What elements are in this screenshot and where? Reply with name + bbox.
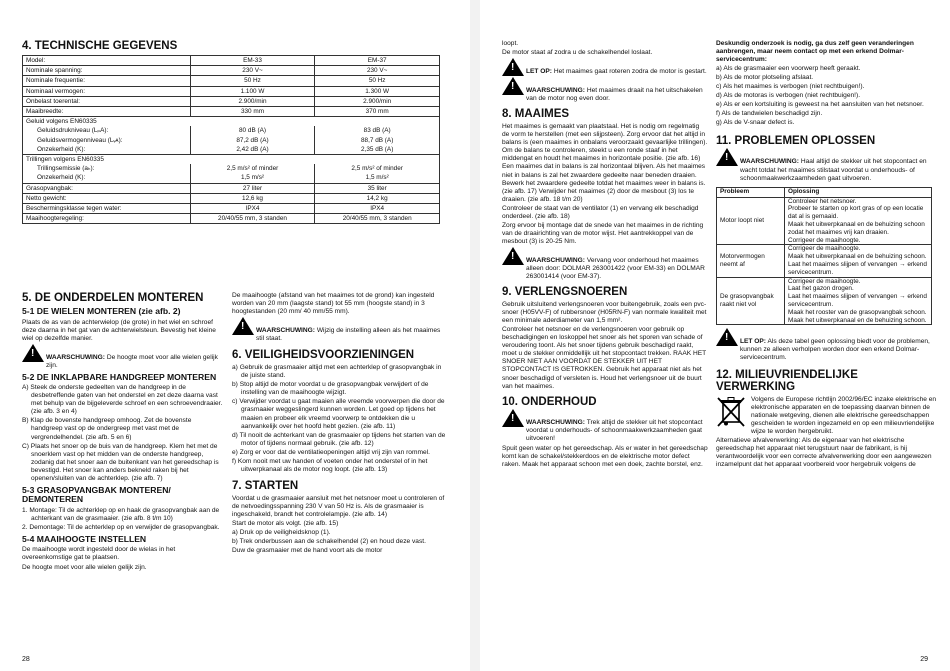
warning-text: Vervang voor onderhoud het maaimes alleen door: DOLMAR 263001422 (voor EM-33) en DOLMAR 263001414 (voor EM-37). [526,256,705,281]
spec-value: 2,42 dB (A) [190,145,315,155]
solution-line: Controleer het netsnoer. [788,197,857,205]
spec-table [22,55,440,224]
solution-cell [785,277,932,325]
spec-value: IPX4 [190,204,315,214]
problem-header: Probleem [717,187,785,197]
spec-value: 2,5 m/s² of minder [190,164,315,173]
warning-icon: ! [502,77,524,95]
list-item: d) Til nooit de achterkant van de grasmaaier op tijdens het starten van de motor of tijdens normaal gebruik. (zie afb. 12) [232,431,446,447]
problem-table [716,187,932,326]
right-col1 [502,40,708,470]
section-5-1-title: 5-1 DE WIELEN MONTEREN (zie afb. 2) [22,306,181,316]
left-page [0,0,470,671]
section-9-title: 9. VERLENGSNOEREN [502,286,628,299]
spec-value: 83 dB (A) [315,126,440,135]
spec-value: 14,2 kg [315,193,440,203]
spec-label: Onzekerheid (K): [23,173,191,183]
section-5-4-text: De maaihoogte wordt ingesteld door de wielas in het overeenkomstige gat te plaatsen. [22,546,176,562]
vibration-group-label: Trillingen volgens EN60335 [23,155,440,165]
section-12-text: Volgens de Europese richtlijn 2002/96/EC inzake elektrische en elektronische apparaten en de toepassing daarvan binnen de nationale wetgeving, dienen alle elektrische gereedschappen gescheiden te worden ingezameld en op een milieuvriendelijke wijze te worden hergebruikt. [751,395,937,435]
note-text: Als deze tabel geen oplossing biedt voor de problemen, kunnen ze alleen verholpen worden door een erkend Dolmar-servicecentrum. [740,338,930,362]
spec-value: 20/40/55 mm, 3 standen [190,214,315,224]
section-5-col1 [22,292,224,573]
spec-label: Maaihoogteregeling: [23,214,191,224]
spec-label: Geluidsvermogenniveau (Lᵥᴀ): [23,136,191,145]
problem-cell: Motorvermogen neemt af [717,245,785,277]
spec-label: Onbelast toerental: [23,96,191,106]
solution-line: Corrigeer de maaihoogte. [788,236,861,244]
spec-label: Geluidsdrukniveau (LₚA): [23,126,191,135]
warning-icon: ! [232,317,254,335]
spec-value: 2.900/min [190,96,315,106]
spec-label: Nominale frequentie: [23,76,191,86]
noise-group-label: Geluid volgens EN60335 [23,117,440,127]
crossed-out-bin-icon [716,396,746,428]
warning-icon: ! [716,148,738,166]
section-5-4-text2: De hoogte moet voor alle wielen gelijk zijn. [22,563,147,571]
section-9-text: Gebruik uitsluitend verlengsnoeren voor buitengebruik, zoals een pvc-snoer (H05VV-F) of rubbersnoer (H05RN-F) van normale kwaliteit met een minimale aderdiameter van 1,5 mm². [502,301,707,325]
spec-value: 370 mm [315,107,440,117]
right-col2 [716,40,938,470]
spec-label: Onzekerheid (K): [23,145,191,155]
list-item: a) Gebruik de grasmaaier altijd met een achterklep of grasopvangbak in de juiste stand. [232,364,442,380]
spec-row [23,214,440,224]
section-12-title: 12. MILIEUVRIENDELIJKE VERWERKING [716,368,858,393]
note-let-op [502,60,708,76]
section-11-title: 11. PROBLEMEN OPLOSSEN [716,135,876,148]
list-item: a) Druk op de veiligheidsknop (1). [232,529,331,537]
note-text: Het maaimes gaat roteren zodra de motor is gestart. [553,68,707,76]
problem-cell: Motor loopt niet [717,197,785,245]
section-8-text: Het maaimes is gemaakt van plaatstaal. Het is nodig om regelmatig de vorm te herstellen (met een slijpsteen). Zorg ervoor dat het altijd in balans is (een maaimes in onbalans veroorzaakt gevaarlijke trillingen). Om de balans te controleren, steekt u een ronde staaf in het middengat en houdt het maaimes in horizontale positie. (zie afb. 16) Een maaimes dat in balans is zal horizontaal blijven. Als het maaimes niet in balans is zal het zwaardere gedeelte naar beneden draaien. Bewerk het zwaardere gedeelte totdat het maaimes weer in balans is. (zie afb. 17) Verwijder het maaimes (2) door de mesbout (3) los te draaien. (zie afb. 18 t/m 20) [502,123,708,203]
section-8-title: 8. MAAIMES [502,108,570,121]
spec-row [23,107,440,117]
problem-row [717,245,932,277]
spec-label: Trillingsemissie (aₕ): [23,164,191,173]
list-item: 1. Montage: Til de achterklep op en haak de grasopvangbak aan de achterkant van de grasmaaier. (zie afb. 8 t/m 10) [22,506,220,522]
right-page [480,0,950,671]
warning-blade [502,249,708,281]
spec-row [23,145,440,155]
spec-row [23,126,440,135]
weee-block [716,396,938,437]
solution-header: Oplossing [785,187,932,197]
spec-header-label: Model: [23,56,191,66]
section-10-title: 10. ONDERHOUD [502,395,597,408]
spec-row [23,96,440,106]
warning-text: Trek altijd de stekker uit het stopcontact voordat u onderhouds- of schoonmaakwerkzaamheden gaat uitvoeren! [526,418,703,442]
section-12-text2: Alternatieve afvalverwerking: Als de eigenaar van het elektrische gereedschap het apparaat niet terugstuurt naar de fabrikant, is hij verantwoordelijk voor een correcte afvalverwerking door een aangewezen inzamelpunt dat het apparaat voorbereid voor hergebruik volgens de [716,436,932,468]
warning-text: Het maaimes draait na het uitschakelen van de motor nog even door. [526,87,703,103]
note-problems [716,330,938,362]
spec-row [23,193,440,203]
section-4-title: 4. TECHNISCHE GEGEVENS [22,40,178,52]
list-item: Duw de grasmaaier met de hand voort als de motor [232,547,383,555]
spec-value: 1.100 W [190,86,315,96]
spec-row [23,183,440,193]
warning-label: WAARSCHUWING: [526,87,585,95]
list-item: e) Als er een kortsluiting is geweest na het aansluiten van het netsnoer. [716,101,924,109]
solution-line: Laat het maaimes slijpen of vervangen → erkend servicecentrum. [788,260,927,276]
warning-maaihoogte [232,319,446,343]
spec-header [23,56,440,66]
warning-text: Haal altijd de stekker uit het stopcontact en wacht totdat het maaimes stilstaat voordat u onderhouds- of schoonmaakwerkzaamheden gaat uitvoeren. [740,158,927,182]
section-5-4-title: 5-4 MAAIHOOGTE INSTELLEN [22,533,147,544]
solution-line: Corrigeer de maaihoogte. [788,277,861,285]
section-10-text: Spuit geen water op het gereedschap. Als er water in het gereedschap komt kan de schakel/stekkerdoos en de elektrische motor defect raken. Maak het apparaat schoon met een doek, zachte borstel, enz. [502,444,708,468]
warning-label: WAARSCHUWING: [46,353,105,361]
section-7-text2: Start de motor als volgt. (zie afb. 15) [232,519,339,527]
solution-line: Laat het maaimes slijpen of vervangen → erkend servicecentrum. [788,293,927,308]
warning-label: WAARSCHUWING: [256,327,315,335]
spec-value: 230 V~ [315,66,440,76]
page-number-left: 28 [22,656,30,663]
spec-value: 80 dB (A) [190,126,315,135]
solution-line: Maak het uitwerpkanaal en de behuizing schoon. [788,253,927,261]
warning-label: WAARSCHUWING: [526,418,585,426]
spec-value: 50 Hz [315,76,440,86]
solution-line: Maak het uitwerpkanaal en de behuizing schoon zodat het maaimes vrij kan draaien. [788,221,925,236]
solution-line: Corrigeer de maaihoogte. [788,245,861,253]
warning-icon: ! [716,328,738,346]
section-7-title: 7. STARTEN [232,479,299,492]
continued-text2: De motor staat af zodra u de schakelhendel loslaat. [502,49,653,57]
spec-row [23,164,440,173]
problem-row [717,197,932,245]
warning-icon: ! [502,58,524,76]
section-5-title: 5. DE ONDERDELEN MONTEREN [22,292,204,304]
problem-row [717,277,932,325]
solution-cell [785,197,932,245]
warning-5-1 [22,346,224,370]
section-4 [22,40,442,224]
list-item: b) Stop altijd de motor voordat u de grasopvangbak verwijdert of de instelling van de maaihoogte wijzigt. [232,381,429,397]
spec-header-em37: EM-37 [315,56,440,66]
spec-row [23,86,440,96]
solution-line: Maak het uitwerpkanaal en de behuizing schoon. [788,316,927,324]
note-label: LET OP: [526,68,553,76]
section-9-text2: Controleer het netsnoer en de verlengsnoeren voor gebruik op beschadigingen en loskoppel het snoer als het sporen van schade of veroudering toont. Als het snoer tijdens gebruik beschadigd raakt, moet u de stekker onmiddellijk uit het stopcontact trekken. RAAK HET SNOER NIET AAN VOORDAT DE STEKKER UIT HET STOPCONTACT IS GETROKKEN. Gebruik het apparaat niet als het snoer beschadigd of versleten is. Houd het verlengsnoer uit de buurt van het maaimes. [502,326,707,390]
list-item: d) Als de motoras is verbogen (niet rechtbuigen!). [716,92,861,100]
spec-value: IPX4 [315,204,440,214]
warning-label: WAARSCHUWING: [526,256,585,264]
spec-value: 2,35 dB (A) [315,145,440,155]
list-item: C) Plaats het snoer op de buis van de handgreep. Klem het met de snoerklem vast op het midden van de onderste handgreep, zodanig dat het snoer aan de buitenkant van het gereedschap is bevestigd. Het snoer kan anders bekneld raken bij het openen/sluiten van de achterklep. (zie afb. 7) [22,442,219,482]
spec-value: 12,6 kg [190,193,315,203]
spec-label: Nominaal vermogen: [23,86,191,96]
list-item: f) Als de tandwielen beschadigd zijn. [716,110,823,118]
list-item: b) Trek onderbussen aan de schakelhendel (2) en houd deze vast. [232,538,426,546]
spec-value: 50 Hz [190,76,315,86]
spec-value: 2.900/min [315,96,440,106]
spec-label: Grasopvangbak: [23,183,191,193]
spec-row [23,66,440,76]
list-item: f) Kom nooit met uw handen of voeten onder het onderstel of in het uitwerpkanaal als de motor nog loopt. (zie afb. 13) [232,457,428,473]
list-item: e) Zorg er voor dat de ventilatieopeningen altijd vrij zijn van rommel. [232,448,430,456]
spec-value: 87,2 dB (A) [190,136,315,145]
spec-value: 1,5 m/s² [315,173,440,183]
spec-value: 35 liter [315,183,440,193]
warning-rotation [502,79,708,103]
list-item: b) Als de motor plotseling afslaat. [716,74,814,82]
spec-value: 230 V~ [190,66,315,76]
list-item: a) Als de grasmaaier een voorwerp heeft geraakt. [716,65,861,73]
solution-cell [785,245,932,277]
section-5-2-title: 5-2 DE INKLAPBARE HANDGREEP MONTEREN [22,371,217,382]
page-gutter [470,0,480,671]
spec-label: Maaibreedte: [23,107,191,117]
spec-header-em33: EM-33 [190,56,315,66]
spec-value: 88,7 dB (A) [315,136,440,145]
warning-icon: ! [22,344,44,362]
spec-row [23,173,440,183]
problem-cell: De grasopvangbak raakt niet vol [717,277,785,325]
page-number-right: 29 [920,656,928,663]
continued-text: loopt. [502,40,519,47]
spec-value: 27 liter [190,183,315,193]
section-8-text3: Zorg ervoor bij montage dat de snede van het maaimes in de richting van de draairichting van de motor wijst. Het aantrekkoppel van de mesbout (3) is 20-25 Nm. [502,221,704,245]
spec-label: Nominale spanning: [23,66,191,76]
expert-inspection-text: Deskundig onderzoek is nodig, ga dus zelf geen veranderingen aanbrengen, maar neem contact op met een erkend Dolmar-servicecentrum: [716,40,914,64]
section-5-col2 [232,292,446,556]
section-5-3-title: 5-3 GRASOPVANGBAK MONTEREN/ DEMONTEREN [22,484,171,505]
warning-text: Wijzig de instelling alleen als het maaimes stil staat. [256,327,441,343]
list-item: 2. Demontage: Til de achterklep op en verwijder de grasopvangbak. [22,523,220,531]
list-item: B) Klap de bovenste handgreep omhoog. Zet de bovenste handgreep vast op de ondergreep met vast met de vergrendelhendel. (zie afb. 5 en 6) [22,417,192,441]
list-item: c) Verwijder voordat u gaat maaien alle vreemde voorwerpen die door de grasmaaier weggeslingerd kunnen worden. Let goed op tijdens het maaien en probeer elk vreemd voorwerp te ontdekken die u aanvankelijk over het hoofd hebt gezien. (zie afb. 11) [232,398,445,430]
section-6-title: 6. VEILIGHEIDSVOORZIENINGEN [232,349,415,362]
note-label: LET OP: [740,338,767,346]
maaihoogte-text: De maaihoogte (afstand van het maaimes tot de grond) kan ingesteld worden van 20 mm (laagste stand) tot 55 mm (hoogste stand) in 3 hoogtestanden (20 mm/ 40 mm/55 mm). [232,292,435,316]
section-8-text2: Controleer de staat van de ventilator (1) en vervang elk beschadigd onderdeel. (zie afb. 18) [502,204,699,220]
solution-line: Probeer te starten op kort gras of op een locatie dat al is gemaaid. [788,205,924,221]
list-item: A) Steek de onderste gedeelten van de handgreep in de desbetreffende gaten van het onderstel en zet deze daarna vast met behulp van de bijgeleverde schroef en een schroevendraaier. (zie afb. 3 en 4) [22,384,223,416]
spec-label: Beschermingsklasse tegen water: [23,204,191,214]
spec-value: 1.300 W [315,86,440,96]
spec-value: 330 mm [190,107,315,117]
spec-label: Netto gewicht: [23,193,191,203]
section-5-1-text: Plaats de as van de achterwielop (de grote) in het wiel en schroef deze daarna in het gat van de achterwielsteun. Bevestig het kleine wiel op dezelfde manier. [22,318,216,342]
warning-text: De hoogte moet voor alle wielen gelijk zijn. [46,353,218,369]
spec-row [23,204,440,214]
section-7-text: Voordat u de grasmaaier aansluit met het netsnoer moet u controleren of de netvoedingsspanning 230 V van 50 Hz is. Als de grasmaaier is ingeschakeld, brandt het controlelampje. (zie afb. 14) [232,494,445,518]
spec-row [23,136,440,145]
warning-maintenance [502,411,708,443]
warning-icon: ! [502,409,524,427]
spec-value: 2,5 m/s² of minder [315,164,440,173]
spec-row [23,76,440,86]
spec-value: 1,5 m/s² [190,173,315,183]
solution-line: Laat het gazon drogen. [788,285,854,293]
warning-icon: ! [502,247,524,265]
warning-label: WAARSCHUWING: [740,158,799,166]
warning-troubleshoot [716,150,938,182]
solution-line: Maak het rooster van de grasopvangbak schoon. [788,308,927,316]
spec-value: 20/40/55 mm, 3 standen [315,214,440,224]
list-item: g) Als de V-snaar defect is. [716,119,795,127]
list-item: c) Als het maaimes is verbogen (niet rechtbuigen!). [716,83,865,91]
